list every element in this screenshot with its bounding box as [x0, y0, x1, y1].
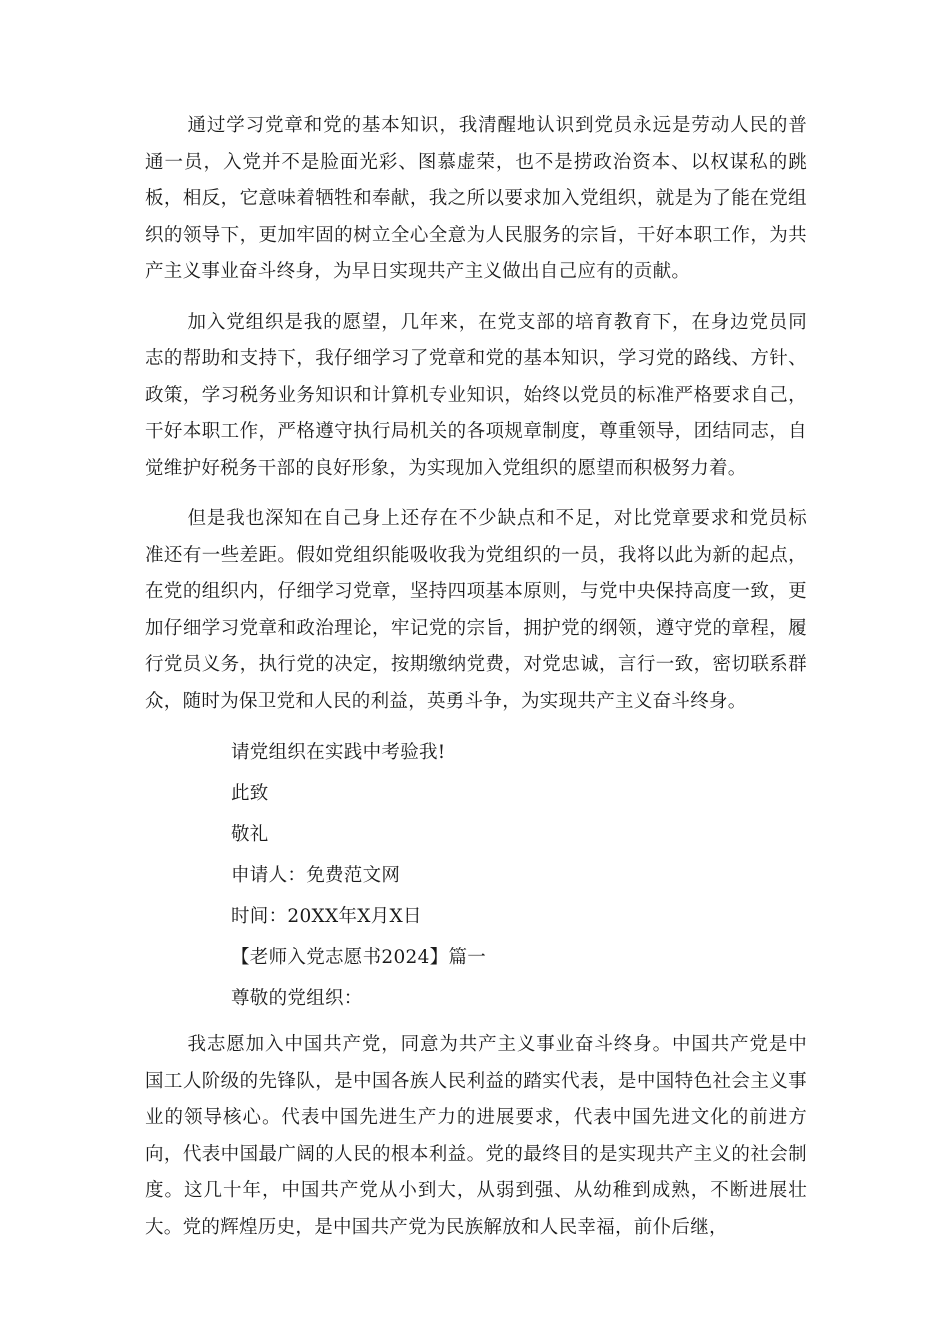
date-line: 时间：20XX年X月X日 [231, 906, 422, 927]
section-heading: 【老师入党志愿书2024】篇一 [231, 947, 487, 968]
salutation-line: 此致 [231, 783, 269, 804]
body-paragraph: 加入党组织是我的愿望，几年来，在党支部的培育教育下，在身边党员同志的帮助和支持下，我仔细学习了党章和党的基本知识，学习党的路线、方针、政策，学习税务业务知识和计算机专业知识，始终以党员的标准严格要求自己，干好本职工作，严格遵守执行局机关的各项规章制度，尊重领导，团结同志，自觉维护好税务干部的良好形象，为实现加入党组织的愿望而积极努力着。 [145, 311, 807, 479]
body-paragraph: 但是我也深知在自己身上还存在不少缺点和不足，对比党章要求和党员标准还有一些差距。假如党组织能吸收我为党组织的一员，我将以此为新的起点，在党的组织内，仔细学习党章，坚持四项基本原则，与党中央保持高度一致，更加仔细学习党章和政治理论，牢记党的宗旨，拥护党的纲领，遵守党的章程，履行党员义务，执行党的决定，按期缴纳党费，对党忠诚，言行一致，密切联系群众，随时为保卫党和人民的利益，英勇斗争，为实现共产主义奋斗终身。 [145, 508, 807, 712]
body-paragraph: 我志愿加入中国共产党，同意为共产主义事业奋斗终身。中国共产党是中国工人阶级的先锋队，是中国各族人民利益的踏实代表，是中国特色社会主义事业的领导核心。代表中国先进生产力的进展要求，代表中国先进文化的前进方向，代表中国最广阔的人民的根本利益。党的最终目的是实现共产主义的社会制度。这几十年，中国共产党从小到大，从弱到强、从幼稚到成熟，不断进展壮大。党的辉煌历史，是中国共产党为民族解放和人民幸福，前仆后继， [145, 1034, 807, 1238]
document-page [145, 108, 807, 1260]
salutation-line: 敬礼 [231, 824, 269, 845]
greeting-line: 尊敬的党组织： [231, 988, 363, 1009]
body-paragraph: 通过学习党章和党的基本知识，我清醒地认识到党员永远是劳动人民的普通一员，入党并不是脸面光彩、图慕虚荣，也不是捞政治资本、以权谋私的跳板，相反，它意味着牺牲和奉献，我之所以要求加入党组织，就是为了能在党组织的领导下，更加牢固的树立全心全意为人民服务的宗旨，干好本职工作，为共产主义事业奋斗终身，为早日实现共产主义做出自己应有的贡献。 [145, 115, 807, 282]
closing-request: 请党组织在实践中考验我! [231, 742, 446, 763]
applicant-line: 申请人：免费范文网 [231, 865, 401, 886]
